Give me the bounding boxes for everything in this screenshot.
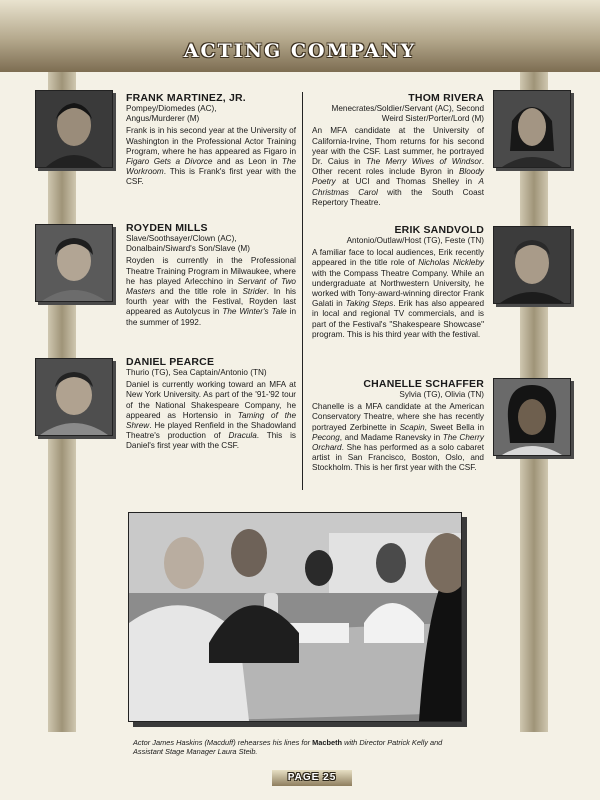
actor-roles: Thurio (TG), Sea Captain/Antonio (TN) <box>126 368 267 377</box>
headshot-chanelle-schaffer <box>493 378 571 456</box>
actor-bio: Daniel is currently working toward an MFA at New York University. As part of the '91-'92 tour of the National Shakespeare Company, he appeared as Hortensio in Taming of the Shrew. He played Renfield in the Shadowland Theatre's production of Dracula. This is Daniel's first year with the CSF. <box>126 380 297 451</box>
actor-roles: Sylvia (TG), Olivia (TN) <box>399 390 484 399</box>
actor-bio: Frank is in his second year at the University of Washington in the Professional Actor Training Program, where he has appeared as Figaro in Figaro Gets a Divorce and as Leon in The Workroom. This is Frank's first year with the CSF. <box>126 126 296 187</box>
headshot-erik-sandvold <box>493 226 571 304</box>
column-divider <box>302 92 303 490</box>
actor-name: ROYDEN MILLS <box>126 222 208 234</box>
actor-bio: Chanelle is a MFA candidate at the American Conservatory Theatre, where she has recently portrayed Zerbinette in Scapin, Sweet Bella in Pecong, and Madame Ranevsky in The Cherry Orchard. She has performed as a solo cabaret artist in San Francisco, Boston, Oslo, and Stockholm. This is her first year with the CSF. <box>312 402 485 473</box>
page-title: ACTING COMPANY <box>183 40 417 62</box>
actor-name: CHANELLE SCHAFFER <box>363 378 484 390</box>
headshot-royden-mills <box>35 224 113 302</box>
headshot-daniel-pearce <box>35 358 113 436</box>
actor-name: ERIK SANDVOLD <box>394 224 484 236</box>
headshot-frank-martinez <box>35 90 113 168</box>
actor-roles: Slave/Soothsayer/Clown (AC), Donalbain/Siward's Son/Slave (M) <box>126 234 250 254</box>
photo-caption: Actor James Haskins (Macduff) rehearses his lines for Macbeth with Director Patrick Kelly and Assistant Stage Manager Laura Steib. <box>133 738 443 757</box>
bio-erik-sandvold <box>312 224 484 340</box>
actor-roles: Menecrates/Soldier/Servant (AC), Second Weird Sister/Porter/Lord (M) <box>331 104 484 124</box>
bio-chanelle-schaffer <box>312 378 484 474</box>
headshot-thom-rivera <box>493 90 571 168</box>
rehearsal-photo <box>128 512 462 722</box>
actor-bio: An MFA candidate at the University of California-Irvine, Thom returns for his second year with the CSF. Last summer, he portrayed Dr. Caius in The Merry Wives of Windsor. Other recent roles include Byron in Bloody Poetry at UCI and Thomas Shelley in A Christmas Carol with the South Coast Repertory Theatre. <box>312 126 484 207</box>
page-number: PAGE 25 <box>287 772 337 783</box>
bio-daniel-pearce <box>126 356 296 452</box>
actor-bio: A familiar face to local audiences, Erik recently appeared in the title role of Nicholas Nickleby with the Compass Theatre Company. While an undergraduate at Northwestern University, he worked with Tony-award-winning director Frank Galati in Taking Steps. Erik has also appeared in local and regional TV commercials, and is part of the Festival's "Shakespeare Showcase" program. This is his third year with the festival. <box>312 248 484 339</box>
actor-name: FRANK MARTINEZ, JR. <box>126 92 246 104</box>
actor-bio: Royden is currently in the Professional Theatre Training Program in Milwaukee, where he has played Arlecchino in Servant of Two Masters and the title role in Strider. In his fourth year with the Festival, Royden last appeared as Autolycus in The Winter's Tale in the summer of 1992. <box>126 256 296 327</box>
page-number-bar <box>272 770 352 786</box>
actor-name: THOM RIVERA <box>408 92 484 104</box>
actor-roles: Pompey/Diomedes (AC), Angus/Murderer (M) <box>126 104 217 124</box>
actor-roles: Antonio/Outlaw/Host (TG), Feste (TN) <box>346 236 484 245</box>
bio-frank-martinez <box>126 92 296 188</box>
bio-royden-mills <box>126 222 296 328</box>
bio-thom-rivera <box>312 92 484 208</box>
actor-name: DANIEL PEARCE <box>126 356 215 368</box>
